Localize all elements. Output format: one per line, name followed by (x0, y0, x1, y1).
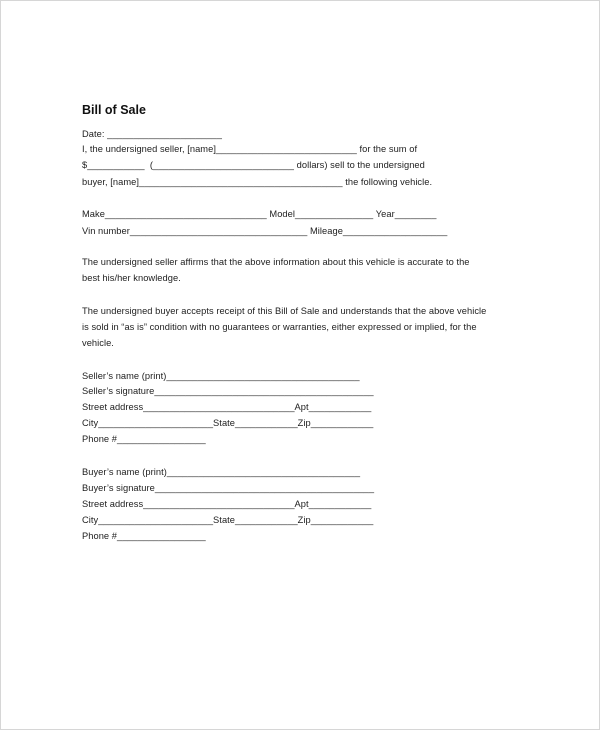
seller-street-field: Street address_____________________________Apt____________ (82, 402, 372, 412)
document-title: Bill of Sale (82, 103, 146, 117)
buyer-city-field: City______________________State____________Zip____________ (82, 515, 374, 525)
intro-line-3: buyer, [name]_______________________________________ the following vehicle. (82, 177, 433, 187)
acceptance-line-3: vehicle. (82, 338, 114, 348)
seller-phone-field: Phone #_________________ (82, 434, 206, 444)
buyer-street-field: Street address_____________________________Apt____________ (82, 499, 372, 509)
vehicle-vin-mileage: Vin number__________________________________ Mileage____________________ (82, 226, 448, 236)
buyer-signature-field: Buyer’s signature__________________________________________ (82, 483, 375, 493)
seller-city-field: City______________________State____________Zip____________ (82, 418, 374, 428)
affirmation-line-2: best his/her knowledge. (82, 273, 181, 283)
vehicle-make-model-year: Make_______________________________ Model_______________ Year________ (82, 209, 437, 219)
seller-name-field: Seller’s name (print)_____________________________________ (82, 371, 360, 381)
buyer-name-field: Buyer’s name (print)_____________________________________ (82, 467, 361, 477)
intro-line-2: $___________ (___________________________ dollars) sell to the undersigned (82, 160, 425, 170)
acceptance-line-2: is sold in “as is” condition with no guarantees or warranties, either expressed or implied, for the (82, 322, 477, 332)
date-line: Date: ______________________ (82, 129, 222, 139)
affirmation-line-1: The undersigned seller affirms that the above information about this vehicle is accurate to the (82, 257, 470, 267)
intro-line-1: I, the undersigned seller, [name]___________________________ for the sum of (82, 144, 418, 154)
buyer-phone-field: Phone #_________________ (82, 531, 206, 541)
seller-signature-field: Seller’s signature__________________________________________ (82, 386, 374, 396)
acceptance-line-1: The undersigned buyer accepts receipt of this Bill of Sale and understands that the above vehicle (82, 306, 487, 316)
